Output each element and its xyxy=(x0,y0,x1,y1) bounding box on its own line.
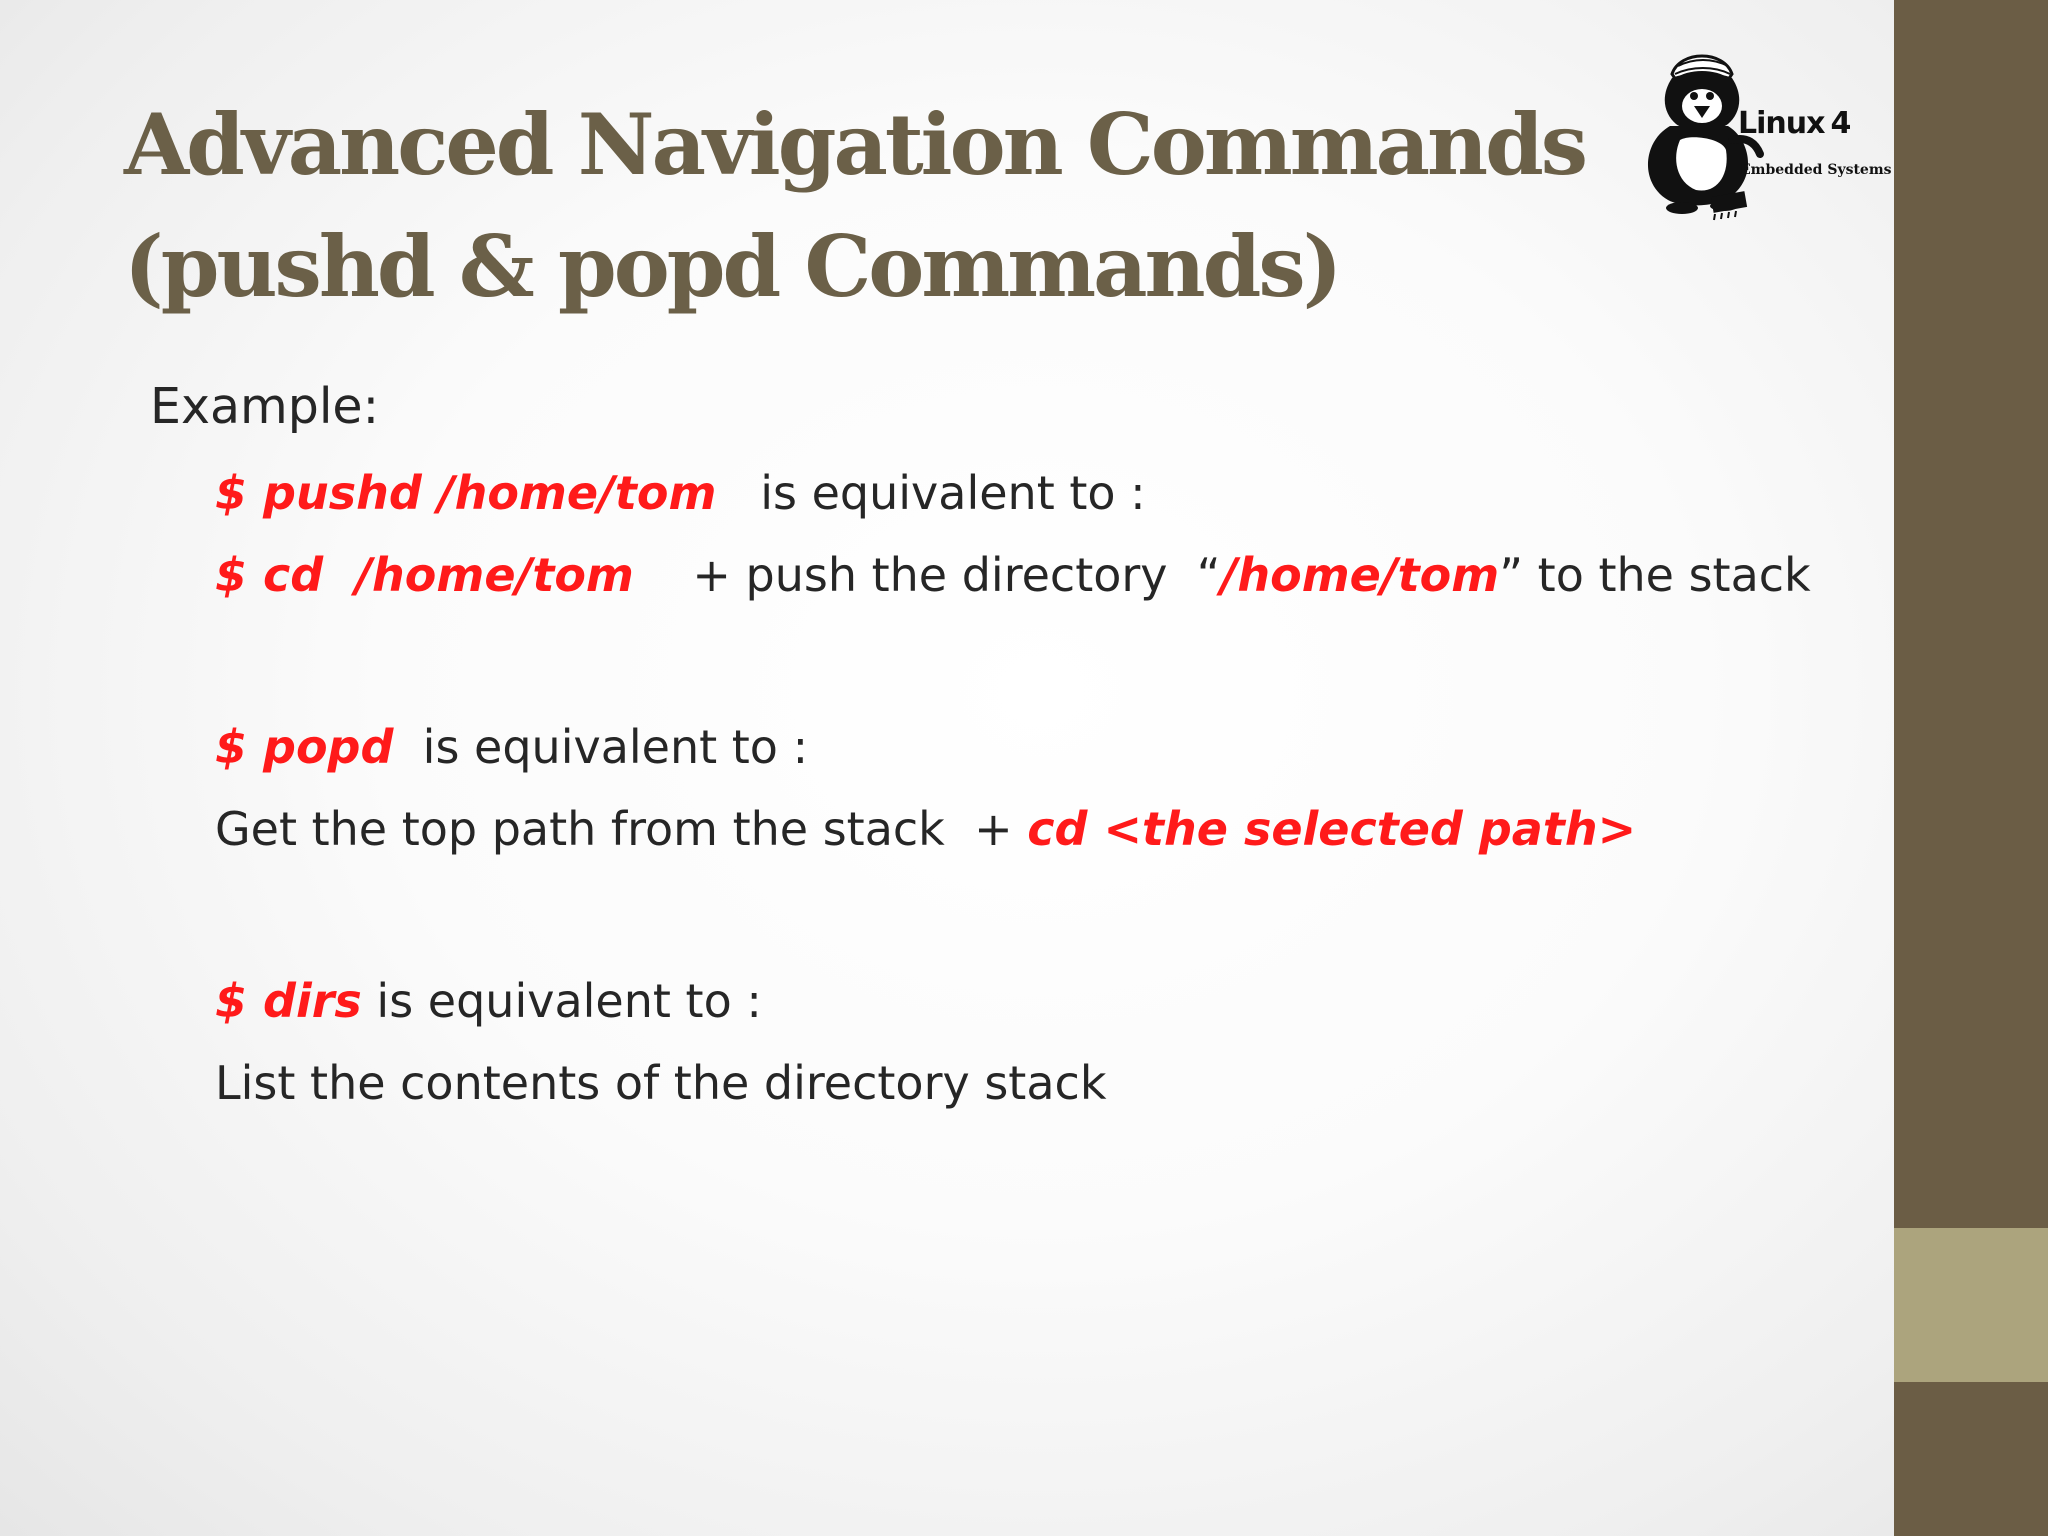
logo-number-text: 4 xyxy=(1830,106,1851,141)
pushd-command: $ pushd /home/tom xyxy=(215,466,717,520)
dirs-line xyxy=(215,972,762,1030)
slide-title xyxy=(124,84,1585,328)
pushd-text: is equivalent to : xyxy=(716,466,1146,520)
sidebar-bar-top xyxy=(1894,0,2048,1228)
logo-brand-text: Linux xyxy=(1738,106,1825,141)
cd-line xyxy=(215,546,1811,604)
sidebar-bar-accent xyxy=(1894,1228,2048,1382)
popd-line xyxy=(215,718,808,776)
example-label: Example: xyxy=(150,378,380,435)
pushd-line xyxy=(215,464,1146,522)
cd-text-a: + push the directory “ xyxy=(633,548,1221,602)
logo-wordmark xyxy=(1738,106,1850,141)
cd-text-b: ” to the stack xyxy=(1499,548,1811,602)
cd-path: /home/tom xyxy=(1220,548,1500,602)
slide-title-line-2: (pushd & popd Commands) xyxy=(124,217,1340,316)
popd-description-command: cd <the selected path> xyxy=(1027,802,1637,856)
popd-text: is equivalent to : xyxy=(393,720,809,774)
popd-description: Get the top path from the stack + xyxy=(215,802,1028,856)
logo-tagline: Embedded Systems xyxy=(1740,162,1892,178)
popd-command: $ popd xyxy=(215,720,394,774)
dirs-description: List the contents of the directory stack xyxy=(215,1056,1107,1110)
sidebar-bar-bottom xyxy=(1894,1382,2048,1536)
dirs-text: is equivalent to : xyxy=(361,974,762,1028)
popd-description-line xyxy=(215,800,1636,858)
dirs-command: $ dirs xyxy=(215,974,362,1028)
slide-title-line-1: Advanced Navigation Commands xyxy=(124,95,1586,194)
linux4-logo xyxy=(1620,44,1892,224)
cd-command: $ cd /home/tom xyxy=(215,548,634,602)
